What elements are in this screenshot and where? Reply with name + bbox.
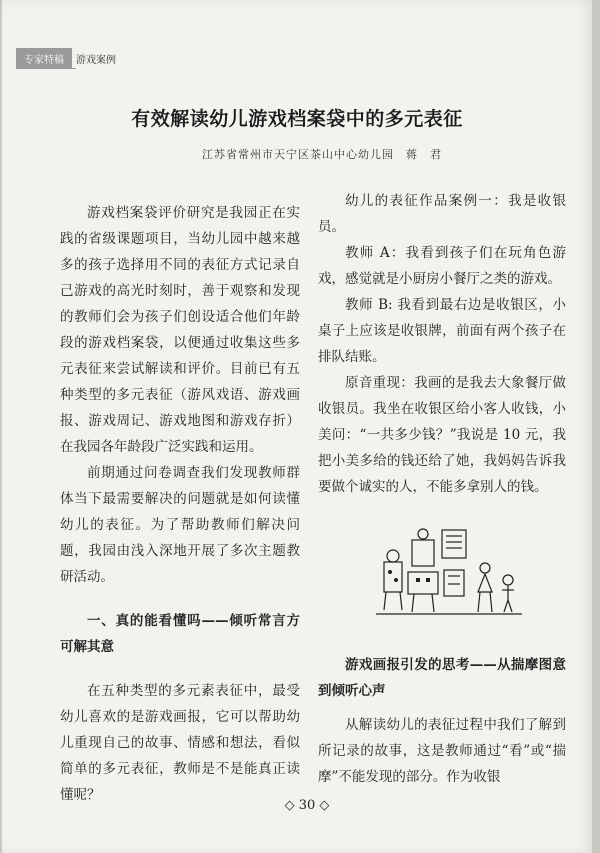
column-tag: 专家特稿: [16, 48, 72, 69]
section-heading: 游戏画报引发的思考——从揣摩图意到倾听心声: [318, 657, 566, 699]
magazine-page: [2, 0, 592, 853]
header-divider: [16, 68, 76, 69]
paragraph: 教师 A：我看到孩子们在玩角色游戏，感觉就是小厨房小餐厅之类的游戏。: [318, 245, 566, 287]
article-title: 有效解读幼儿游戏档案袋中的多元表征: [131, 108, 463, 130]
article-author: 江苏省常州市天宁区茶山中心幼儿园 蒋 君: [202, 148, 442, 161]
paragraph: 教师 B: 我看到最右边是收银区，小桌子上应该是收银牌，前面有两个孩子在排队结账。: [318, 297, 566, 365]
left-column: [60, 200, 300, 808]
paragraph: 从解读幼儿的表征过程中我们了解到所记录的故事，这是教师通过“看”或“揣摩”不能发现的部分。作为收银: [318, 717, 566, 785]
page-number: ◇ 30 ◇: [284, 798, 330, 813]
child-drawing-illustration: [374, 522, 524, 632]
paragraph: 前期通过问卷调查我们发现教师群体当下最需要解决的问题就是如何读懂幼儿的表征。为了帮助教师们解决问题，我园由浅入深地开展了多次主题教研活动。: [60, 465, 300, 585]
paragraph: 幼儿的表征作品案例一：我是收银员。: [318, 193, 566, 235]
right-column-top: [318, 188, 566, 500]
paragraph: 原音重现：我画的是我去大象餐厅做收银员。我坐在收银区给小客人收钱，小美问：“一共多少钱？”我说是 10 元，我把小美多给的钱还给了她，我妈妈告诉我要做个诚实的人，不能多拿别人的钱。: [318, 375, 566, 495]
section-heading: 一、真的能看懂吗——倾听常言方可解其意: [60, 613, 300, 655]
paragraph: 在五种类型的多元素表征中，最受幼儿喜欢的是游戏画报，它可以帮助幼儿重现自己的故事、情感和想法，看似简单的多元表征，教师是不是能真正读懂呢？: [60, 683, 300, 803]
right-column-bottom: [318, 652, 566, 790]
section-header: [16, 48, 116, 68]
section-label: 游戏案例: [76, 54, 116, 66]
paragraph: 游戏档案袋评价研究是我园正在实践的省级课题项目，当幼儿园中越来越多的孩子选择用不同的表征方式记录自己游戏的高光时刻时，善于观察和发现的教师们会为孩子们创设适合他们年龄段的游戏档案袋，以便通过收集这些多元表征来尝试解读和评价。目前已有五种类型的多元表征（游风戏语、游戏画报、游戏周记、游戏地图和游戏存折）在我园各年龄段广泛实践和运用。: [60, 205, 300, 455]
